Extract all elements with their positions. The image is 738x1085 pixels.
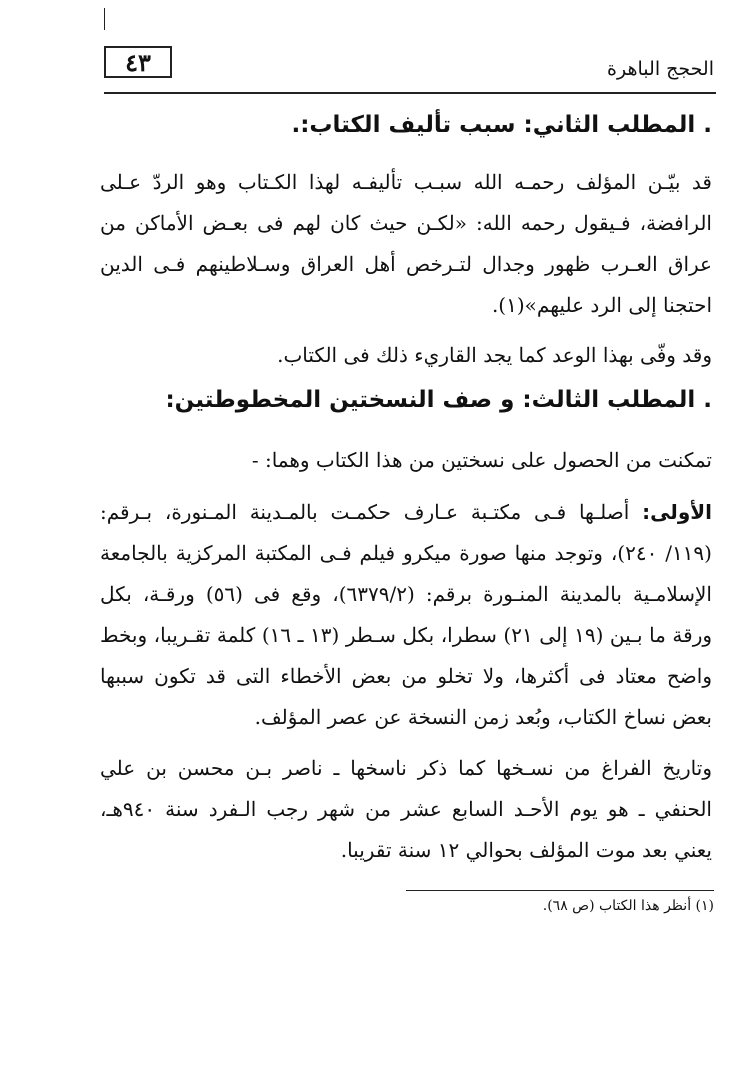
footnote: (١) أنظر هذا الكتاب (ص ٦٨). <box>542 898 714 914</box>
paragraph-copy-date: وتاريخ الفراغ من نسـخها كما ذكر ناسخها ـ ناصر بـن محسن بن علي الحنفي ـ هو يوم الأحـد السابع عشر من شهر رجب الـفرد سنة ٩٤٠هـ، يعني بعد موت المؤلف بحوالي ١٢ سنة تقريبا. <box>100 756 712 862</box>
section-heading-3: . المطلب الثالث: و صف النسختين المخطوطتين: <box>165 387 712 413</box>
paragraph-fulfilment: وقد وفّى بهذا الوعد كما يجد القاريء ذلك فى الكتاب. <box>277 343 712 367</box>
page-number-box <box>104 46 172 78</box>
margin-tick <box>104 8 105 30</box>
section-heading-2: . المطلب الثاني: سبب تأليف الكتاب:. <box>291 112 712 138</box>
manuscript-description: أصلـها فـى مكتـبة عـارف حكمـت بالمـدينة المـنورة، بـرقم: (١١٩/ ٢٤٠)، وتوجد منها صورة ميكرو فيلم فـى المكتبة المركزية بالجامعة الإسلامـية بالمدينة المنـورة برقم: (٦٣٧٩/٢)، وقع فى (٥٦) ورقـة، بكل ورقة ما بـين (١٩ إلى ٢١) سطرا، بكل سـطر (١٣ ـ ١٦) كلمة تقـريبا، وبخط واضح معتاد فى أكثرها، ولا تخلو من بعض الأخطاء التى قد تكون سببها بعض نساخ الكتاب، وبُعد زمن النسخة عن عصر المؤلف. <box>100 500 713 729</box>
running-title: الحجج الباهرة <box>607 58 714 80</box>
paragraph-reason: قد بيّـن المؤلف رحمـه الله سبـب تأليفـه لهذا الكـتاب وهو الردّ عـلى الرافضة، فـيقول رحمه الله: «لكـن حيث كان لهم فى بعـض الأماكن من عراق العـرب ظهور وجدال لتـرخص أهل العراق وسـلاطينهم فـى الدين احتجنا إلى الرد عليهم»(١). <box>100 170 712 317</box>
header-rule <box>104 92 716 94</box>
footnote-rule <box>406 890 714 891</box>
paragraph-first-manuscript <box>100 492 712 738</box>
paragraph-intro: تمكنت من الحصول على نسختين من هذا الكتاب وهما: - <box>251 448 712 472</box>
manuscript-lead: الأولى: <box>642 500 712 524</box>
page-number: ٤٣ <box>125 47 151 77</box>
